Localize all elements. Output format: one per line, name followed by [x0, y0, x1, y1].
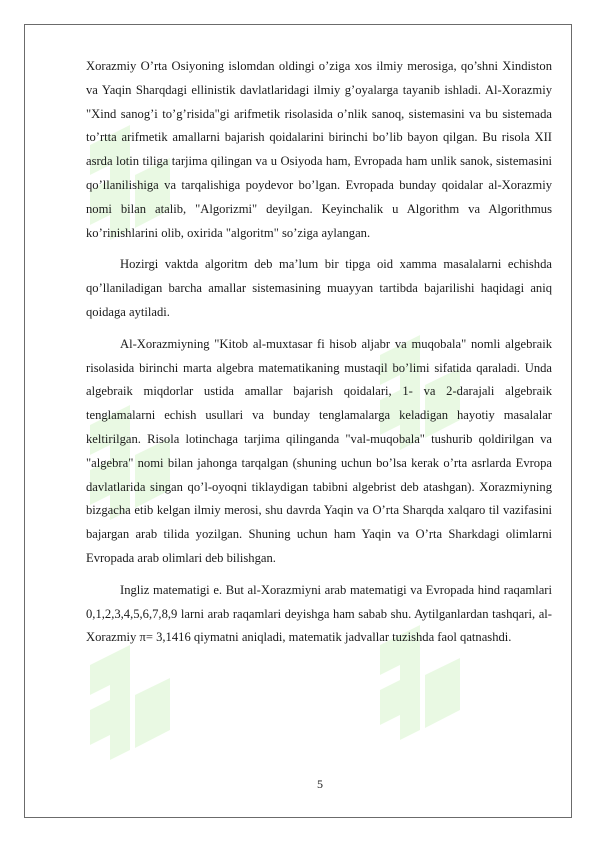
paragraph: Al-Xorazmiyning "Kitob al-muxtasar fi hisob aljabr va muqobala" nomli algebraik risolasida birinchi marta algebra matematikaning mustaqil bo’limi sifatida qaraladi. Unda algebraik miqdorlar ustida amallar bajarish qoidalari, 1- va 2-darajali algebraik tenglamalarni echish usullari va bunday tenglamalarga keladigan hayotiy masalalar keltirilgan. Risola lotinchaga tarjima qilinganda "val-muqobala" tushurib qoldirilgan va "algebra" nomi bilan jahonga tarqalgan (shuning uchun bo’lsa kerak o’rta asrlarda Evropa davlatlarida singan qo’l-oyoqni tiklaydigan tabibni algebrist deb atashgan). Xorazmiyning bizgacha etib kelgan ilmiy merosi, shu davrda Yaqin va O’rta Sharqda xalqaro til vazifasini bajargan arab tilida yozilgan. Shuning uchun ham Yaqin va O’rta Sharkdagi olimlarni Evropada arab olimlari deb bilishgan.: [86, 336, 552, 565]
paragraph: Xorazmiy O’rta Osiyoning islomdan oldingi o’ziga xos ilmiy merosiga, qo’shni Xindiston va Yaqin Sharqdagi ellinistik davlatlaridagi ilmiy g’oyalarga tayanib ishladi. Al-Xorazmiy "Xind sanog’i to’g’risida"gi arifmetik risolasida o’nlik sanoq, sistemasini va bu sistemada to’rtta arifmetik amallarni bajarish qoidalarini birinchi bo’lib bayon qilgan. Bu risola XII asrda lotin tiliga tarjima qilingan va u Osiyoda ham, Evropada ham unlik sanok, sistemasini qo’llanilishiga va tarqalishiga poydevor bo’lgan. Evropada bunday qoidalar al-Xorazmiy nomi bilan atalib, "Algorizmi" deyilgan. Keyinchalik u Algorithm va Algorithmus ko’rinishlarini olib, oxirida "algoritm" so’ziga aylangan.: [86, 59, 552, 240]
paragraph: Hozirgi vaktda algoritm deb ma’lum bir tipga oid xamma masalalarni echishda qo’llaniladigan barcha amallar sistemasining muayyan tartibda bajarilishi haqidagi aniq qoidaga aytiladi.: [86, 257, 552, 319]
paragraph: Ingliz matematigi e. But al-Xorazmiyni arab matematigi va Evropada hind raqamlari 0,1,2,3,4,5,6,7,8,9 larni arab raqamlari deyishga ham sabab shu. Aytilganlardan tashqari, al-Xorazmiy π= 3,1416 qiymatni aniqladi, matematik jadvallar tuzishda faol qatnashdi.: [86, 582, 552, 645]
page-number-container: [0, 777, 596, 792]
page-number: 5: [317, 777, 323, 791]
document-body: [86, 55, 552, 658]
